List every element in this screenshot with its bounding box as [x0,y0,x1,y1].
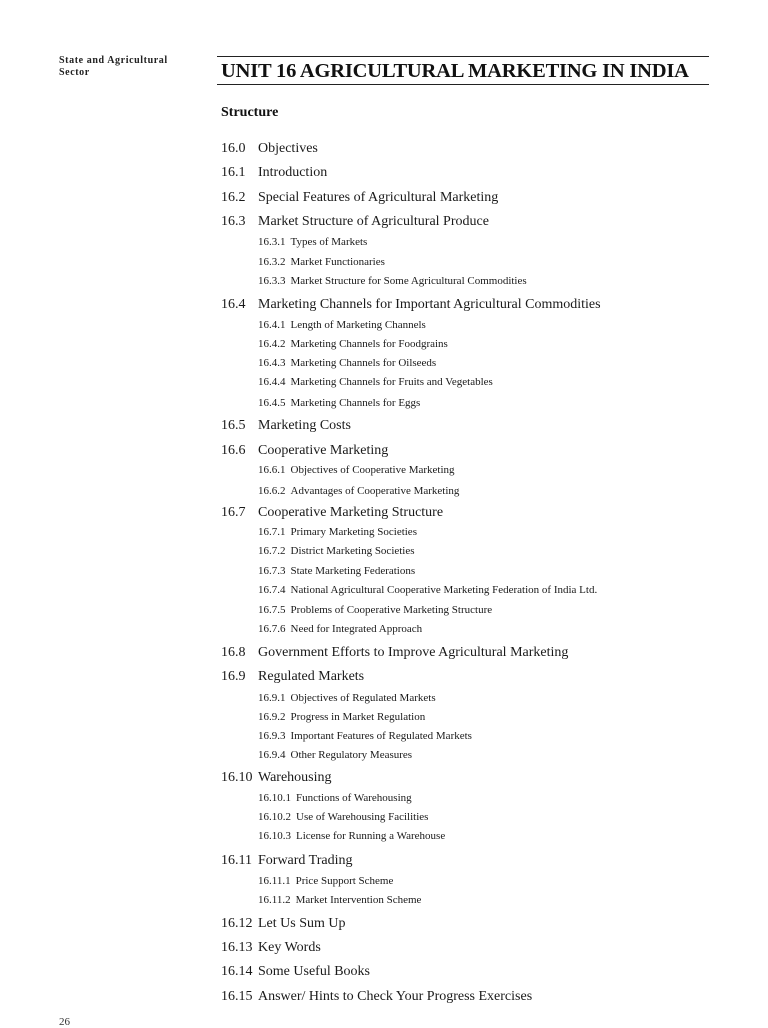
toc-entry-number: 16.11 [221,853,252,868]
toc-entry-title: Market Intervention Scheme [295,894,422,906]
toc-entry-title: License for Running a Warehouse [296,830,446,842]
toc-section-entry [221,964,370,980]
toc-subsection-entry [258,604,492,617]
toc-section-entry [221,190,498,206]
toc-entry-number: 16.3.2 [258,256,286,268]
toc-entry-number: 16.7.1 [258,526,286,538]
toc-entry-number: 16.12 [221,916,253,931]
toc-entry-number: 16.9.2 [258,711,286,723]
toc-section-entry [221,916,346,932]
toc-entry-title: District Marketing Societies [290,545,415,557]
toc-entry-number: 16.4.5 [258,397,286,409]
toc-entry-title: Special Features of Agricultural Marketing [258,190,499,205]
toc-entry-title: Marketing Channels for Eggs [290,397,421,409]
toc-entry-title: Market Functionaries [290,256,385,268]
toc-entry-title: Let Us Sum Up [258,916,346,931]
toc-entry-title: Forward Trading [258,853,353,868]
title-top-rule [217,56,709,57]
toc-section-entry [221,165,327,181]
toc-subsection-entry [258,623,422,636]
toc-subsection-entry [258,256,385,269]
toc-subsection-entry [258,730,472,743]
toc-entry-number: 16.10.2 [258,811,291,823]
toc-entry-number: 16.4.4 [258,376,286,388]
toc-entry-title: Length of Marketing Channels [290,319,426,331]
toc-subsection-entry [258,526,417,539]
toc-entry-title: Use of Warehousing Facilities [296,811,429,823]
toc-section-entry [221,853,353,869]
toc-entry-number: 16.7.3 [258,565,286,577]
section-label-line-2: Sector [59,67,90,78]
toc-entry-number: 16.7.5 [258,604,286,616]
toc-entry-number: 16.11.1 [258,875,291,887]
toc-entry-title: Price Support Scheme [295,875,394,887]
toc-entry-title: Objectives of Cooperative Marketing [290,464,455,476]
toc-subsection-entry [258,338,448,351]
toc-subsection-entry [258,275,527,288]
toc-entry-number: 16.3 [221,214,246,229]
toc-entry-title: Primary Marketing Societies [290,526,417,538]
toc-entry-title: Market Structure for Some Agricultural Commodities [290,275,527,287]
toc-entry-title: Introduction [258,165,328,180]
toc-section-entry [221,505,443,521]
toc-entry-number: 16.0 [221,141,246,156]
toc-entry-title: Other Regulatory Measures [290,749,413,761]
toc-subsection-entry [258,711,425,724]
toc-entry-number: 16.4.3 [258,357,286,369]
toc-entry-number: 16.15 [221,989,253,1004]
toc-entry-title: Progress in Market Regulation [290,711,426,723]
toc-entry-number: 16.9.1 [258,692,286,704]
section-label-line-1: State and Agricultural [59,55,168,66]
toc-subsection-entry [258,830,445,843]
toc-section-entry [221,645,568,661]
toc-subsection-entry [258,565,415,578]
toc-entry-number: 16.7 [221,505,246,520]
toc-subsection-entry [258,485,459,498]
toc-entry-number: 16.3.1 [258,236,286,248]
toc-entry-number: 16.7.6 [258,623,286,635]
title-bottom-rule [217,84,709,85]
toc-entry-number: 16.6.1 [258,464,286,476]
toc-entry-title: Need for Integrated Approach [290,623,423,635]
toc-entry-title: National Agricultural Cooperative Marketing Federation of India Ltd. [290,584,598,596]
toc-entry-title: Marketing Channels for Important Agricultural Commodities [258,297,601,312]
toc-entry-title: Marketing Costs [258,418,351,433]
unit-title: UNIT 16 AGRICULTURAL MARKETING IN INDIA [221,60,689,82]
toc-subsection-entry [258,894,421,907]
toc-subsection-entry [258,357,436,370]
toc-entry-title: Functions of Warehousing [296,792,412,804]
toc-entry-title: Marketing Channels for Fruits and Vegetables [290,376,493,388]
toc-entry-number: 16.11.2 [258,894,291,906]
toc-entry-number: 16.7.2 [258,545,286,557]
toc-subsection-entry [258,875,393,888]
toc-section-entry [221,443,388,459]
toc-entry-number: 16.6 [221,443,246,458]
toc-subsection-entry [258,792,412,805]
toc-section-entry [221,297,601,313]
toc-entry-number: 16.6.2 [258,485,286,497]
toc-section-entry [221,669,364,685]
toc-section-entry [221,940,321,956]
toc-entry-title: Important Features of Regulated Markets [290,730,472,742]
toc-entry-number: 16.3.3 [258,275,286,287]
toc-entry-title: Government Efforts to Improve Agricultural Marketing [258,645,569,660]
toc-section-entry [221,141,318,157]
toc-entry-number: 16.4 [221,297,246,312]
toc-entry-number: 16.14 [221,964,253,979]
toc-entry-number: 16.7.4 [258,584,286,596]
toc-subsection-entry [258,545,415,558]
toc-subsection-entry [258,464,455,477]
toc-entry-number: 16.4.2 [258,338,286,350]
toc-entry-title: Objectives of Regulated Markets [290,692,436,704]
toc-entry-title: Problems of Cooperative Marketing Structure [290,604,493,616]
toc-entry-number: 16.2 [221,190,246,205]
toc-entry-number: 16.9 [221,669,246,684]
toc-subsection-entry [258,811,428,824]
toc-entry-title: Some Useful Books [258,964,370,979]
toc-entry-number: 16.10.3 [258,830,291,842]
toc-subsection-entry [258,236,367,249]
toc-entry-title: Warehousing [258,770,332,785]
toc-subsection-entry [258,397,420,410]
toc-entry-title: Answer/ Hints to Check Your Progress Exercises [258,989,533,1004]
page-number: 26 [59,1016,70,1028]
toc-entry-title: Market Structure of Agricultural Produce [258,214,489,229]
toc-entry-title: Cooperative Marketing Structure [258,505,444,520]
toc-entry-title: Objectives [258,141,318,156]
toc-entry-number: 16.4.1 [258,319,286,331]
toc-entry-number: 16.10.1 [258,792,291,804]
toc-subsection-entry [258,376,493,389]
toc-entry-number: 16.1 [221,165,246,180]
toc-section-entry [221,214,489,230]
toc-entry-title: Key Words [258,940,321,955]
toc-entry-number: 16.10 [221,770,253,785]
toc-subsection-entry [258,749,412,762]
toc-entry-number: 16.9.4 [258,749,286,761]
toc-entry-title: Advantages of Cooperative Marketing [290,485,460,497]
toc-subsection-entry [258,584,597,597]
toc-entry-number: 16.5 [221,418,246,433]
toc-subsection-entry [258,319,426,332]
toc-entry-number: 16.9.3 [258,730,286,742]
toc-section-entry [221,418,351,434]
toc-entry-title: Types of Markets [290,236,368,248]
toc-subsection-entry [258,692,436,705]
toc-entry-title: Regulated Markets [258,669,365,684]
running-header-section-label [59,55,199,79]
toc-section-entry [221,989,532,1005]
toc-entry-number: 16.13 [221,940,253,955]
toc-entry-title: Marketing Channels for Foodgrains [290,338,448,350]
toc-entry-title: Cooperative Marketing [258,443,389,458]
toc-entry-number: 16.8 [221,645,246,660]
structure-heading: Structure [221,105,279,120]
toc-section-entry [221,770,332,786]
toc-entry-title: State Marketing Federations [290,565,416,577]
toc-entry-title: Marketing Channels for Oilseeds [290,357,437,369]
